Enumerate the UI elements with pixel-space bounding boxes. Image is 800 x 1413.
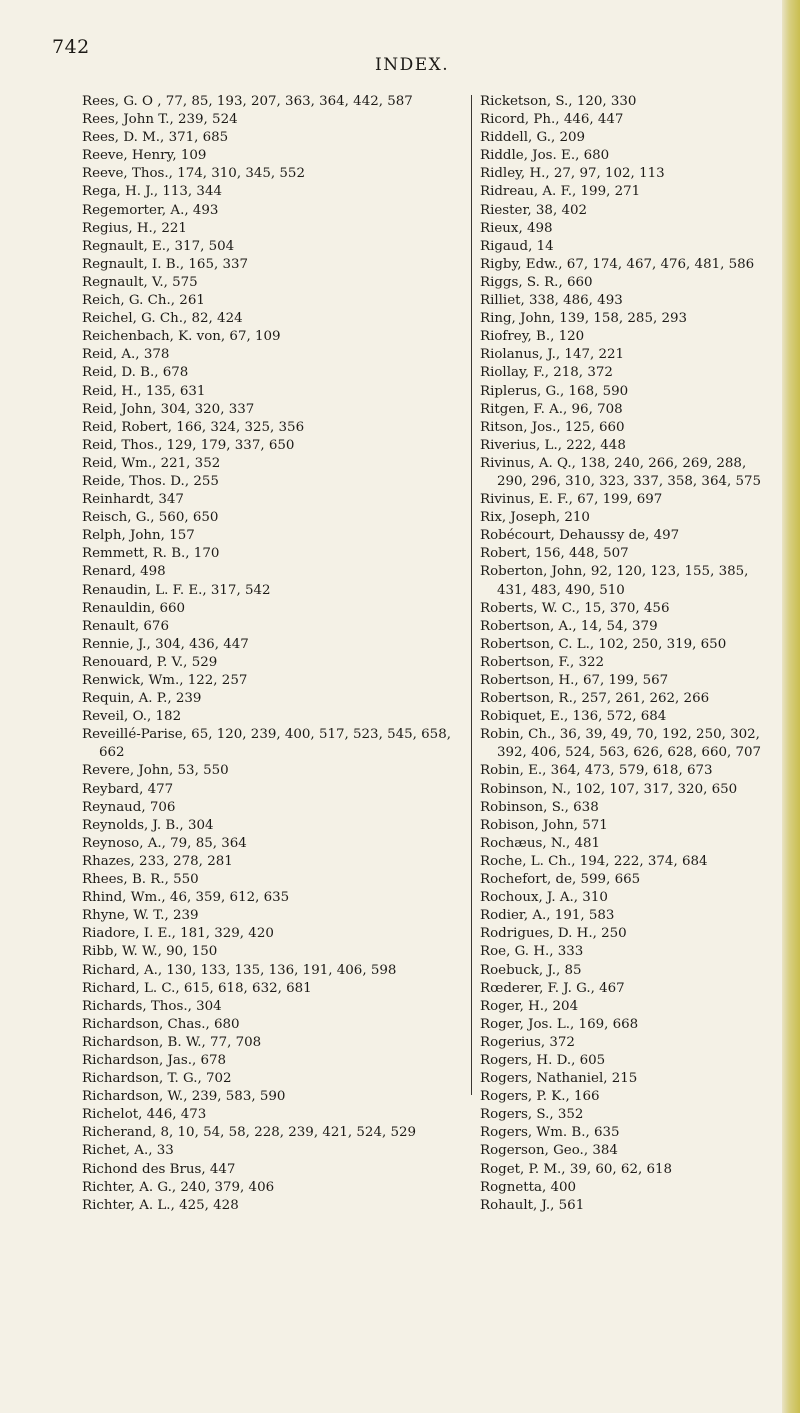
index-entry: Reisch, G., 560, 650 xyxy=(82,510,219,526)
index-entry: Richardson, Chas., 680 xyxy=(82,1016,240,1032)
index-entry: Reid, Wm., 221, 352 xyxy=(82,455,221,471)
index-entry: Roger, Jos. L., 169, 668 xyxy=(480,1016,639,1032)
index-entry: Ridreau, A. F., 199, 271 xyxy=(480,184,641,200)
index-entry: Riolanus, J., 147, 221 xyxy=(480,347,625,363)
index-entry: Ridley, H., 27, 97, 102, 113 xyxy=(480,166,665,182)
index-entry: Rochæus, N., 481 xyxy=(480,835,601,851)
index-entry: Reynolds, J. B., 304 xyxy=(82,817,214,833)
index-entry: Ritgen, F. A., 96, 708 xyxy=(480,401,623,417)
index-entry: Renauldin, 660 xyxy=(82,600,186,616)
index-entry: Robertson, F., 322 xyxy=(480,654,605,670)
index-entry: Rhind, Wm., 46, 359, 612, 635 xyxy=(82,890,290,906)
index-entry: Regius, H., 221 xyxy=(82,220,187,236)
index-entry: Roberts, W. C., 15, 370, 456 xyxy=(480,600,670,616)
index-entry: Reynoso, A., 79, 85, 364 xyxy=(82,835,247,851)
index-entry: Rilliet, 338, 486, 493 xyxy=(480,293,623,309)
index-entry: Richelot, 446, 473 xyxy=(82,1107,207,1123)
index-entry: Rees, John T., 239, 524 xyxy=(82,112,238,128)
index-entry: Ribb, W. W., 90, 150 xyxy=(82,944,218,960)
index-entry: Riadore, I. E., 181, 329, 420 xyxy=(82,926,274,942)
index-entry: Roe, G. H., 333 xyxy=(480,944,584,960)
index-entry: Robert, 156, 448, 507 xyxy=(480,546,629,562)
index-entry: Regnault, E., 317, 504 xyxy=(82,238,235,254)
index-entry: Reynaud, 706 xyxy=(82,799,176,815)
running-head: INDEX. xyxy=(375,55,450,75)
index-entry: Rees, G. O , 77, 85, 193, 207, 363, 364, 442, 587 xyxy=(82,94,413,109)
index-entry: Reeve, Thos., 174, 310, 345, 552 xyxy=(82,166,305,182)
index-entry: Reybard, 477 xyxy=(82,781,174,797)
index-entry: Richardson, T. G., 702 xyxy=(82,1071,232,1087)
index-entry: Renaudin, L. F. E., 317, 542 xyxy=(82,582,271,598)
index-entry: Reid, Robert, 166, 324, 325, 356 xyxy=(82,419,305,435)
index-entry: Regemorter, A., 493 xyxy=(82,202,219,218)
index-entry: Rigaud, 14 xyxy=(480,238,554,254)
index-entry: Rhazes, 233, 278, 281 xyxy=(82,853,233,869)
index-entry: Robison, John, 571 xyxy=(480,817,608,833)
index-entry: Robinson, N., 102, 107, 317, 320, 650 xyxy=(480,781,738,797)
index-entry: Riplerus, G., 168, 590 xyxy=(480,383,629,399)
index-entry: Riddell, G., 209 xyxy=(480,130,586,146)
index-entry: Rivinus, E. F., 67, 199, 697 xyxy=(480,492,663,508)
index-entry: Rix, Joseph, 210 xyxy=(480,510,590,526)
index-entry: Riollay, F., 218, 372 xyxy=(480,365,613,381)
index-entry: Reid, Thos., 129, 179, 337, 650 xyxy=(82,437,295,453)
index-entry: Ritson, Jos., 125, 660 xyxy=(480,419,625,435)
index-entry: Regnault, V., 575 xyxy=(82,274,198,290)
index-entry: Regnault, I. B., 165, 337 xyxy=(82,256,249,272)
index-entry: Rogers, Nathaniel, 215 xyxy=(480,1071,638,1087)
index-entry: Reid, A., 378 xyxy=(82,347,170,363)
page-edge-strip xyxy=(782,0,800,1413)
index-entry: Riggs, S. R., 660 xyxy=(480,274,593,290)
index-entry: Rodier, A., 191, 583 xyxy=(480,908,615,924)
index-entry: Robertson, R., 257, 261, 262, 266 xyxy=(480,691,710,707)
index-entry: Reid, H., 135, 631 xyxy=(82,383,206,399)
index-entry: Richardson, Jas., 678 xyxy=(82,1052,227,1068)
index-entry: Riofrey, B., 120 xyxy=(480,329,585,345)
index-entry: Reinhardt, 347 xyxy=(82,492,184,508)
index-entry: Richard, A., 130, 133, 135, 136, 191, 406, 598 xyxy=(82,962,397,978)
index-entry: Rogers, P. K., 166 xyxy=(480,1089,600,1105)
index-entry: Richard, L. C., 615, 618, 632, 681 xyxy=(82,980,312,996)
index-entry: Rivinus, A. Q., 138, 240, 266, 269, 288, 290, 296, 310, 323, 337, 358, 364, 575 xyxy=(480,455,762,489)
index-entry: Rogers, S., 352 xyxy=(480,1107,584,1123)
index-entry: Rees, D. M., 371, 685 xyxy=(82,130,229,146)
index-entry: Rohault, J., 561 xyxy=(480,1197,585,1213)
index-entry: Riester, 38, 402 xyxy=(480,202,588,218)
index-entry: Rega, H. J., 113, 344 xyxy=(82,184,222,200)
index-entry: Rieux, 498 xyxy=(480,220,553,236)
index-entry: Renault, 676 xyxy=(82,618,169,634)
index-entry: Ricord, Ph., 446, 447 xyxy=(480,112,624,128)
index-column-left xyxy=(82,93,462,1215)
index-entry: Reid, John, 304, 320, 337 xyxy=(82,401,255,417)
page-number: 742 xyxy=(52,36,90,58)
index-entry: Riddle, Jos. E., 680 xyxy=(480,148,610,164)
index-entry: Richardson, B. W., 77, 708 xyxy=(82,1034,262,1050)
index-column-right xyxy=(480,93,770,1215)
index-entry: Richards, Thos., 304 xyxy=(82,998,222,1014)
index-entry: Riverius, L., 222, 448 xyxy=(480,437,626,453)
index-entry: Reveillé-Parise, 65, 120, 239, 400, 517, 523, 545, 658, 662 xyxy=(82,727,451,761)
index-entry: Rhees, B. R., 550 xyxy=(82,872,199,888)
index-entry: Rœderer, F. J. G., 467 xyxy=(480,980,625,996)
index-entry: Rennie, J., 304, 436, 447 xyxy=(82,636,249,652)
index-entry: Revere, John, 53, 550 xyxy=(82,763,229,779)
index-entry: Rigby, Edw., 67, 174, 467, 476, 481, 586 xyxy=(480,256,755,272)
index-entry: Rochefort, de, 599, 665 xyxy=(480,872,641,888)
index-entry: Robécourt, Dehaussy de, 497 xyxy=(480,528,680,544)
index-entry: Reich, G. Ch., 261 xyxy=(82,293,205,309)
index-entry: Robertson, C. L., 102, 250, 319, 650 xyxy=(480,636,727,652)
index-entry: Rogerius, 372 xyxy=(480,1034,575,1050)
index-entry: Richter, A. L., 425, 428 xyxy=(82,1197,239,1213)
index-entry: Rognetta, 400 xyxy=(480,1179,577,1195)
index-entry: Reichel, G. Ch., 82, 424 xyxy=(82,311,243,327)
index-entry: Requin, A. P., 239 xyxy=(82,691,202,707)
column-divider xyxy=(471,95,472,1095)
index-entry: Richerand, 8, 10, 54, 58, 228, 239, 421, 524, 529 xyxy=(82,1125,417,1141)
index-entry: Roget, P. M., 39, 60, 62, 618 xyxy=(480,1161,673,1177)
index-entry: Reide, Thos. D., 255 xyxy=(82,473,219,489)
index-entry: Robin, E., 364, 473, 579, 618, 673 xyxy=(480,763,713,779)
index-entry: Rogers, H. D., 605 xyxy=(480,1052,606,1068)
index-entry: Reeve, Henry, 109 xyxy=(82,148,207,164)
index-entry: Roche, L. Ch., 194, 222, 374, 684 xyxy=(480,853,708,869)
index-entry: Richond des Brus, 447 xyxy=(82,1161,236,1177)
index-entry: Richter, A. G., 240, 379, 406 xyxy=(82,1179,275,1195)
index-entry: Richardson, W., 239, 583, 590 xyxy=(82,1089,286,1105)
index-entry: Ricketson, S., 120, 330 xyxy=(480,94,637,109)
index-entry: Rogerson, Geo., 384 xyxy=(480,1143,618,1159)
index-entry: Rochoux, J. A., 310 xyxy=(480,890,608,906)
index-entry: Rhyne, W. T., 239 xyxy=(82,908,199,924)
index-entry: Rogers, Wm. B., 635 xyxy=(480,1125,620,1141)
index-entry: Robertson, A., 14, 54, 379 xyxy=(480,618,658,634)
index-entry: Renwick, Wm., 122, 257 xyxy=(82,673,248,688)
index-entry: Roebuck, J., 85 xyxy=(480,962,582,978)
index-entry: Roger, H., 204 xyxy=(480,998,579,1014)
index-entry: Renouard, P. V., 529 xyxy=(82,654,218,670)
index-entry: Reveil, O., 182 xyxy=(82,709,182,725)
index-entry: Reichenbach, K. von, 67, 109 xyxy=(82,329,281,345)
index-entry: Renard, 498 xyxy=(82,564,166,580)
index-entry: Relph, John, 157 xyxy=(82,528,195,544)
index-entry: Robinson, S., 638 xyxy=(480,799,599,815)
index-entry: Rodrigues, D. H., 250 xyxy=(480,926,627,942)
index-entry: Robiquet, E., 136, 572, 684 xyxy=(480,709,667,725)
index-entry: Reid, D. B., 678 xyxy=(82,365,189,381)
index-entry: Richet, A., 33 xyxy=(82,1143,174,1159)
index-entry: Ring, John, 139, 158, 285, 293 xyxy=(480,311,688,327)
index-entry: Roberton, John, 92, 120, 123, 155, 385, 431, 483, 490, 510 xyxy=(480,564,749,598)
index-entry: Robin, Ch., 36, 39, 49, 70, 192, 250, 302, 392, 406, 524, 563, 626, 628, 660, 707 xyxy=(480,727,762,761)
index-entry: Remmett, R. B., 170 xyxy=(82,546,220,562)
index-entry: Robertson, H., 67, 199, 567 xyxy=(480,673,669,688)
